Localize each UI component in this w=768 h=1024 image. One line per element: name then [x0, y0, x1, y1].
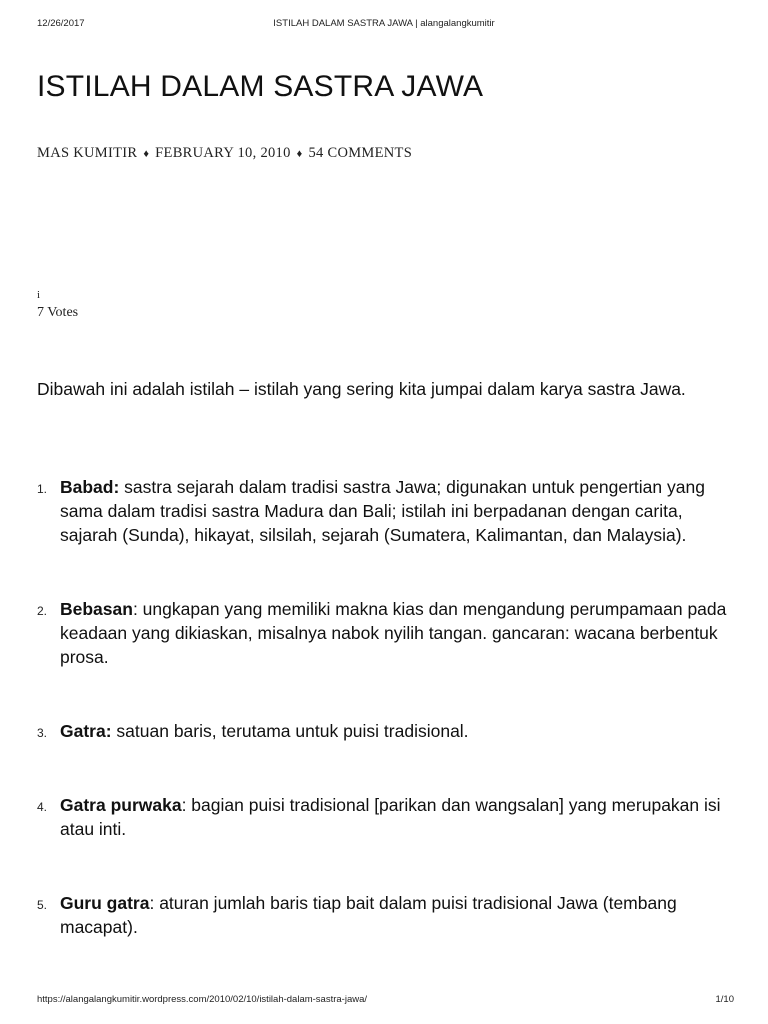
rating-widget — [37, 288, 78, 322]
post-date-link[interactable]: FEBRUARY 10, 2010 — [155, 145, 291, 161]
author-link[interactable]: MAS KUMITIR — [37, 145, 138, 161]
comments-link[interactable]: 54 COMMENTS — [308, 145, 413, 161]
list-number: 3. — [37, 726, 48, 740]
print-page-title: ISTILAH DALAM SASTRA JAWA | alangalangkumitir — [273, 18, 495, 29]
list-number: 5. — [37, 898, 48, 912]
list-item — [37, 597, 737, 669]
term-definition: : ungkapan yang memiliki makna kias dan mengandung perumpamaan pada keadaan yang dikiaskan, misalnya nabok nyilih tangan. gancaran: wacana berbentuk prosa. — [60, 599, 727, 667]
list-item — [37, 793, 737, 841]
meta-separator: ♦ — [296, 148, 303, 160]
list-number: 2. — [37, 604, 48, 618]
list-item — [37, 719, 737, 743]
list-number: 1. — [37, 482, 48, 496]
print-date: 12/26/2017 — [37, 18, 85, 29]
list-item — [37, 891, 737, 939]
terms-list — [37, 475, 737, 939]
term-name: Gatra purwaka — [60, 795, 182, 815]
post-title: ISTILAH DALAM SASTRA JAWA — [37, 70, 484, 103]
print-url: https://alangalangkumitir.wordpress.com/2010/02/10/istilah-dalam-sastra-jawa/ — [37, 994, 368, 1005]
print-header — [0, 18, 768, 32]
term-definition: : aturan jumlah baris tiap bait dalam puisi tradisional Jawa (tembang macapat). — [60, 893, 677, 937]
term-name: Babad: — [60, 477, 120, 497]
term-definition: : bagian puisi tradisional [parikan dan wangsalan] yang merupakan isi atau inti. — [60, 795, 721, 839]
term-name: Guru gatra — [60, 893, 150, 913]
meta-separator: ♦ — [143, 148, 150, 160]
term-definition: satuan baris, terutama untuk puisi tradisional. — [111, 721, 469, 741]
term-name: Bebasan — [60, 599, 133, 619]
rating-star-icon[interactable]: i — [37, 289, 41, 301]
list-number: 4. — [37, 800, 48, 814]
rating-votes: 7 Votes — [37, 305, 79, 320]
post-meta — [37, 145, 412, 162]
print-page-number: 1/10 — [715, 994, 734, 1005]
term-name: Gatra: — [60, 721, 112, 741]
intro-paragraph: Dibawah ini adalah istilah – istilah yang sering kita jumpai dalam karya sastra Jawa. — [37, 379, 686, 399]
list-item — [37, 475, 737, 547]
print-footer — [0, 994, 768, 1008]
term-definition: sastra sejarah dalam tradisi sastra Jawa; digunakan untuk pengertian yang sama dalam tradisi sastra Madura dan Bali; istilah ini berpadanan dengan carita, sajarah (Sunda), hikayat, silsilah, sejarah (Sumatera, Kalimantan, dan Malaysia). — [60, 477, 705, 545]
